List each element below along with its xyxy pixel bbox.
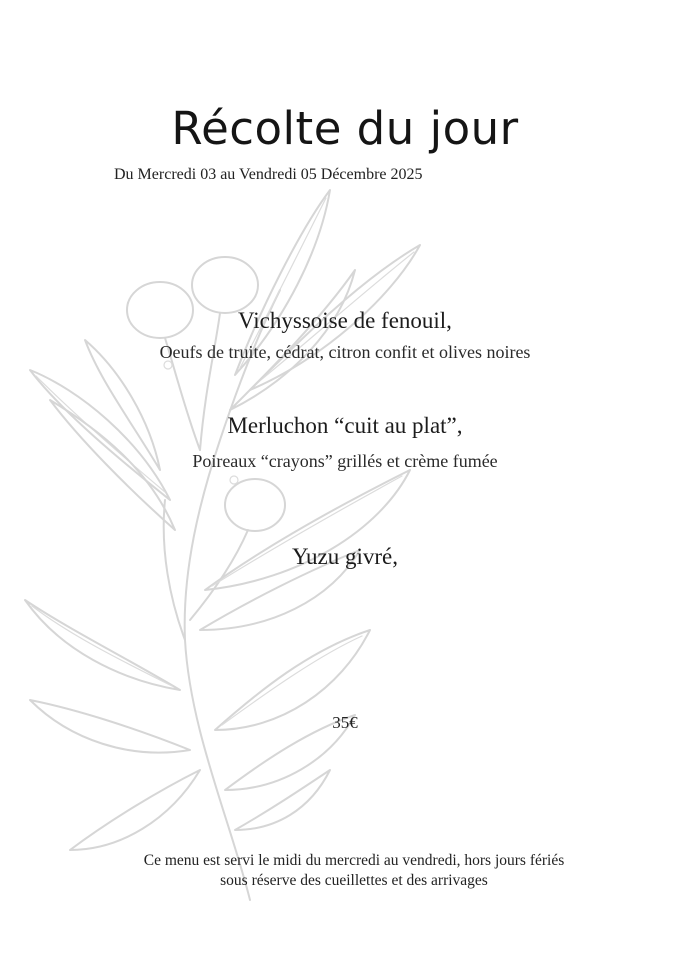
course-2 (0, 413, 690, 472)
course-3 (0, 544, 690, 570)
menu-title: Récolte du jour (171, 102, 519, 155)
course-1-description: Oeufs de truite, cédrat, citron confit et olives noires (159, 342, 531, 362)
menu-price: 35€ (332, 713, 358, 732)
course-1-dish: Vichyssoise de fenouil, (238, 308, 452, 333)
footer-line-1: Ce menu est servi le midi du mercredi au vendredi, hors jours fériés (143, 852, 565, 869)
menu-footer (0, 851, 690, 891)
course-2-dish: Merluchon “cuit au plat”, (227, 413, 463, 438)
course-2-description: Poireaux “crayons” grillés et crème fumée (192, 451, 498, 471)
course-3-dish: Yuzu givré, (291, 544, 399, 569)
footer-line-2: sous réserve des cueillettes et des arrivages (220, 872, 488, 889)
course-1 (0, 308, 690, 363)
menu-dates: Du Mercredi 03 au Vendredi 05 Décembre 2025 (114, 166, 423, 183)
